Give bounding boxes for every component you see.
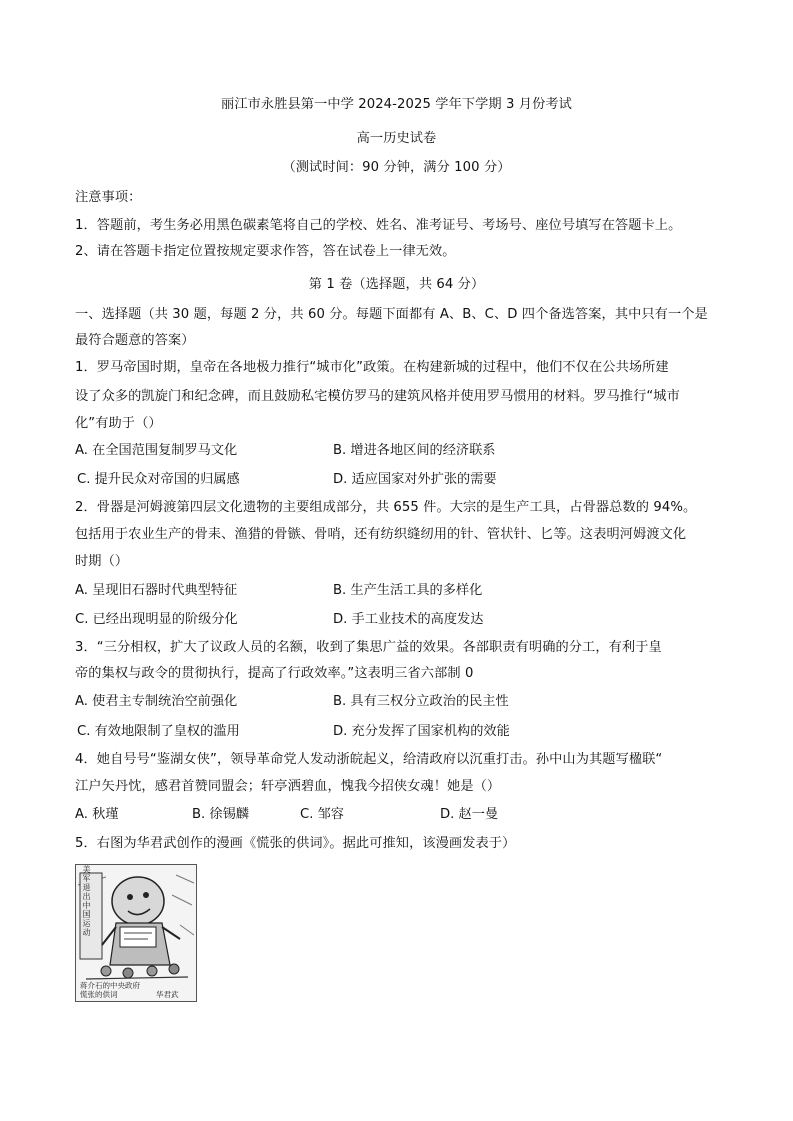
question-2-option-a: A. 呈现旧石器时代典型特征 (75, 583, 238, 598)
question-4-option-d: D. 赵一曼 (440, 807, 499, 822)
question-4-stem-line-2: 江户矢丹忱，感君首赞同盟会；轩亭洒碧血，愧我今招侠女魂！她是（） (75, 779, 501, 794)
question-4-option-b: B. 徐锡麟 (192, 807, 249, 822)
question-1-option-a: A. 在全国范围复制罗马文化 (75, 443, 238, 458)
cartoon-image (75, 864, 197, 1002)
question-2-option-d: D. 手工业技术的高度发达 (333, 612, 484, 627)
notice-item-2: 2、请在答题卡指定位置按规定要求作答，答在试卷上一律无效。 (75, 244, 456, 259)
cartoon-caption-line-1: 蒋介石的中央政府 (80, 981, 140, 990)
section-title: 第 1 卷（选择题，共 64 分） (308, 277, 485, 292)
section-instructions-line-2: 最符合题意的答案） (75, 333, 195, 348)
question-4-option-c: C. 邹容 (300, 807, 344, 822)
question-2-stem-line-1: 2．骨器是河姆渡第四层文化遗物的主要组成部分，共 655 件。大宗的是生产工具，占骨器总数的 94%。 (75, 500, 697, 515)
question-3-stem-line-2: 帝的集权与政令的贯彻执行，提高了行政效率。”这表明三省六部制 0 (75, 666, 474, 681)
question-3-option-d: D. 充分发挥了国家机构的效能 (333, 724, 510, 739)
question-1-stem-line-3: 化”有助于（） (75, 416, 162, 431)
question-2-stem-line-2: 包括用于农业生产的骨耒、渔猎的骨镞、骨哨，还有纺织缝纫用的针、管状针、匕等。这表明河姆渡文化 (75, 527, 687, 542)
notice-heading: 注意事项： (75, 190, 142, 205)
question-3-option-a: A. 使君主专制统治空前强化 (75, 694, 238, 709)
question-1-option-d: D. 适应国家对外扩张的需要 (333, 472, 497, 487)
exam-subject: 高一历史试卷 (356, 131, 437, 146)
question-2-option-c: C. 已经出现明显的阶级分化 (75, 612, 238, 627)
question-1-option-c: C. 提升民众对帝国的归属感 (77, 472, 240, 487)
question-5-stem-line-1: 5．右图为华君武创作的漫画《慌张的供词》。据此可推知，该漫画发表于） (75, 836, 516, 851)
question-1-stem-line-1: 1．罗马帝国时期，皇帝在各地极力推行“城市化”政策。在构建新城的过程中，他们不仅在公共场所建 (75, 360, 669, 375)
exam-title: 丽江市永胜县第一中学 2024-2025 学年下学期 3 月份考试 (221, 97, 572, 112)
cartoon-signature: 华君武 (156, 990, 179, 999)
question-1-option-b: B. 增进各地区间的经济联系 (333, 443, 496, 458)
question-3-option-c: C. 有效地限制了皇权的滥用 (77, 724, 240, 739)
cartoon-banner-text: 美军退出中国运动 (82, 865, 91, 937)
notice-item-1: 1．答题前，考生务必用黑色碳素笔将自己的学校、姓名、准考证号、考场号、座位号填写在答题卡上。 (75, 218, 682, 233)
question-3-option-b: B. 具有三权分立政治的民主性 (333, 694, 509, 709)
question-1-stem-line-2: 设了众多的凯旋门和纪念碑，而且鼓励私宅模仿罗马的建筑风格并使用罗马惯用的材料。罗马推行“城市 (75, 389, 680, 404)
question-4-stem-line-1: 4．她自号号“鉴湖女侠”，领导革命党人发动浙皖起义，给清政府以沉重打击。孙中山为其题写楹联“ (75, 752, 663, 767)
cartoon-caption-line-2: 慌张的供词 (80, 990, 118, 999)
section-instructions-line-1: 一、选择题（共 30 题，每题 2 分，共 60 分。每题下面都有 A、B、C、D 四个备选答案，其中只有一个是 (75, 307, 708, 322)
question-4-option-a: A. 秋瑾 (75, 807, 119, 822)
question-2-stem-line-3: 时期（） (75, 554, 129, 569)
question-2-option-b: B. 生产生活工具的多样化 (333, 583, 483, 598)
exam-time-info: （测试时间：90 分钟，满分 100 分） (282, 160, 511, 175)
question-3-stem-line-1: 3．“三分相权，扩大了议政人员的名额，收到了集思广益的效果。各部职责有明确的分工，有利于皇 (75, 640, 662, 655)
